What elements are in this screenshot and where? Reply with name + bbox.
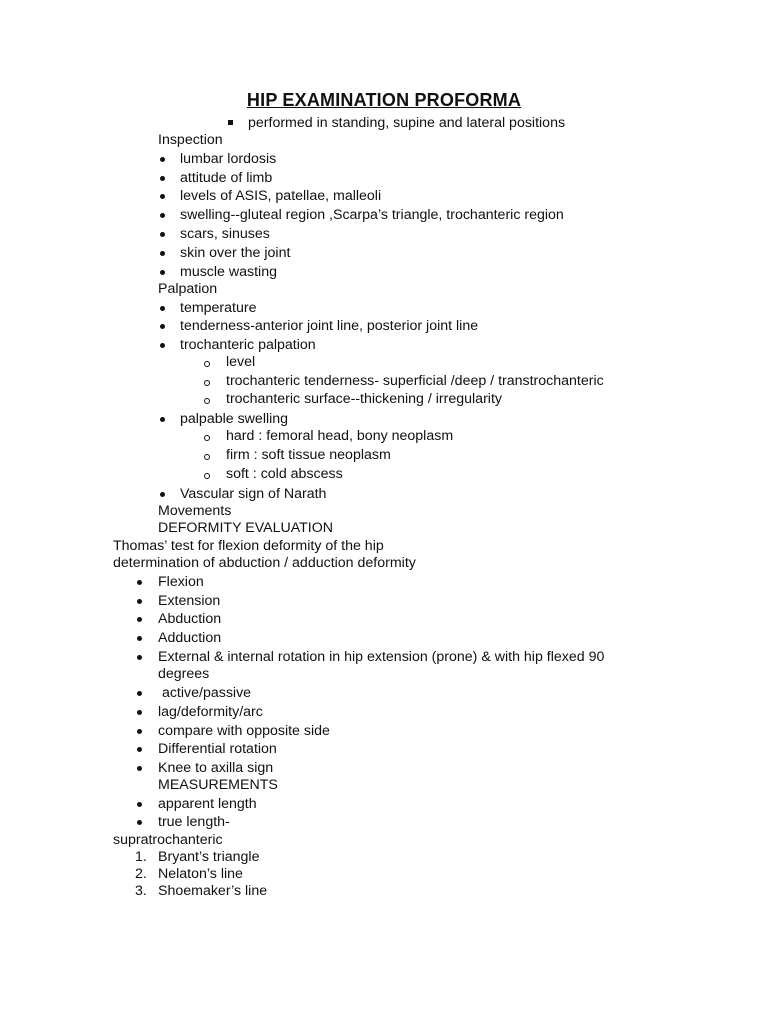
bullet-icon (160, 306, 165, 311)
swelling-sub-item: soft : cold abscess (226, 466, 343, 482)
inspection-item: skin over the joint (180, 245, 291, 261)
bullet-icon (160, 492, 165, 497)
list-number: 1. (135, 849, 147, 865)
bullet-icon (137, 655, 142, 660)
bullet-icon (160, 157, 165, 162)
bullet-icon (137, 617, 142, 622)
bullet-icon (137, 802, 142, 807)
movement-item: compare with opposite side (158, 723, 330, 739)
movement-item: Adduction (158, 630, 222, 646)
palpation-swelling: palpable swelling (180, 411, 289, 427)
inspection-item: muscle wasting (180, 264, 277, 280)
sub-bullet-icon (204, 473, 210, 479)
movement-item: Extension (158, 593, 221, 609)
movement-item: lag/deformity/arc (158, 704, 263, 720)
inspection-item: lumbar lordosis (180, 151, 277, 167)
rotation-text-line2: degrees (158, 666, 210, 682)
sub-bullet-icon (204, 398, 210, 404)
trochanteric-sub-item: trochanteric tenderness- superficial /deep / transtrochanteric (226, 373, 604, 389)
palpation-vascular: Vascular sign of Narath (180, 486, 327, 502)
inspection-heading: Inspection (158, 132, 223, 148)
inspection-item: swelling--gluteal region ,Scarpa’s triangle, trochanteric region (180, 207, 564, 223)
abduction-deformity-text: determination of abduction / adduction deformity (113, 555, 416, 571)
palpation-item: trochanteric palpation (180, 337, 316, 353)
palpation-item: temperature (180, 300, 257, 316)
bullet-icon (160, 213, 165, 218)
movements-heading: Movements (158, 503, 232, 519)
list-number: 3. (135, 883, 147, 899)
inspection-item: attitude of limb (180, 170, 273, 186)
swelling-sub-item: hard : femoral head, bony neoplasm (226, 428, 454, 444)
bullet-icon (160, 417, 165, 422)
bullet-icon (137, 747, 142, 752)
supratrochanteric-text: supratrochanteric (113, 832, 223, 848)
thomas-test-text: Thomas’ test for flexion deformity of the hip (113, 538, 384, 554)
bullet-icon (137, 599, 142, 604)
numbered-item: Nelaton’s line (158, 866, 243, 882)
trochanteric-sub-item: level (226, 354, 256, 370)
bullet-icon (160, 270, 165, 275)
document-title: HIP EXAMINATION PROFORMA (246, 90, 522, 110)
trochanteric-sub-item: trochanteric surface--thickening / irregularity (226, 391, 502, 407)
measurement-item: true length- (158, 814, 230, 830)
square-bullet-icon (228, 120, 233, 125)
movement-item: active/passive (158, 685, 252, 701)
measurement-item: apparent length (158, 796, 257, 812)
deformity-heading: DEFORMITY EVALUATION (158, 520, 334, 536)
numbered-item: Bryant’s triangle (158, 849, 260, 865)
bullet-icon (160, 251, 165, 256)
palpation-heading: Palpation (158, 281, 218, 297)
bullet-icon (137, 710, 142, 715)
bullet-icon (137, 766, 142, 771)
movement-item: Differential rotation (158, 741, 277, 757)
bullet-icon (160, 324, 165, 329)
bullet-icon (160, 176, 165, 181)
bullet-icon (137, 820, 142, 825)
sub-bullet-icon (204, 380, 210, 386)
bullet-icon (137, 691, 142, 696)
bullet-icon (160, 194, 165, 199)
movement-item: Knee to axilla sign (158, 760, 274, 776)
bullet-icon (160, 343, 165, 348)
bullet-icon (137, 729, 142, 734)
list-number: 2. (135, 866, 147, 882)
sub-bullet-icon (204, 361, 210, 367)
swelling-sub-item: firm : soft tissue neoplasm (226, 447, 391, 463)
palpation-item: tenderness-anterior joint line, posterior joint line (180, 318, 479, 334)
measurements-heading: MEASUREMENTS (158, 777, 278, 793)
bullet-icon (137, 636, 142, 641)
rotation-text-line1: External & internal rotation in hip extension (prone) & with hip flexed 90 (158, 649, 605, 665)
inspection-item: scars, sinuses (180, 226, 270, 242)
numbered-item: Shoemaker’s line (158, 883, 268, 899)
movement-item: Flexion (158, 574, 204, 590)
bullet-icon (160, 232, 165, 237)
sub-bullet-icon (204, 454, 210, 460)
movement-item: Abduction (158, 611, 222, 627)
sub-bullet-icon (204, 435, 210, 441)
intro-text: performed in standing, supine and lateral positions (248, 115, 566, 131)
bullet-icon (137, 580, 142, 585)
inspection-item: levels of ASIS, patellae, malleoli (180, 188, 382, 204)
